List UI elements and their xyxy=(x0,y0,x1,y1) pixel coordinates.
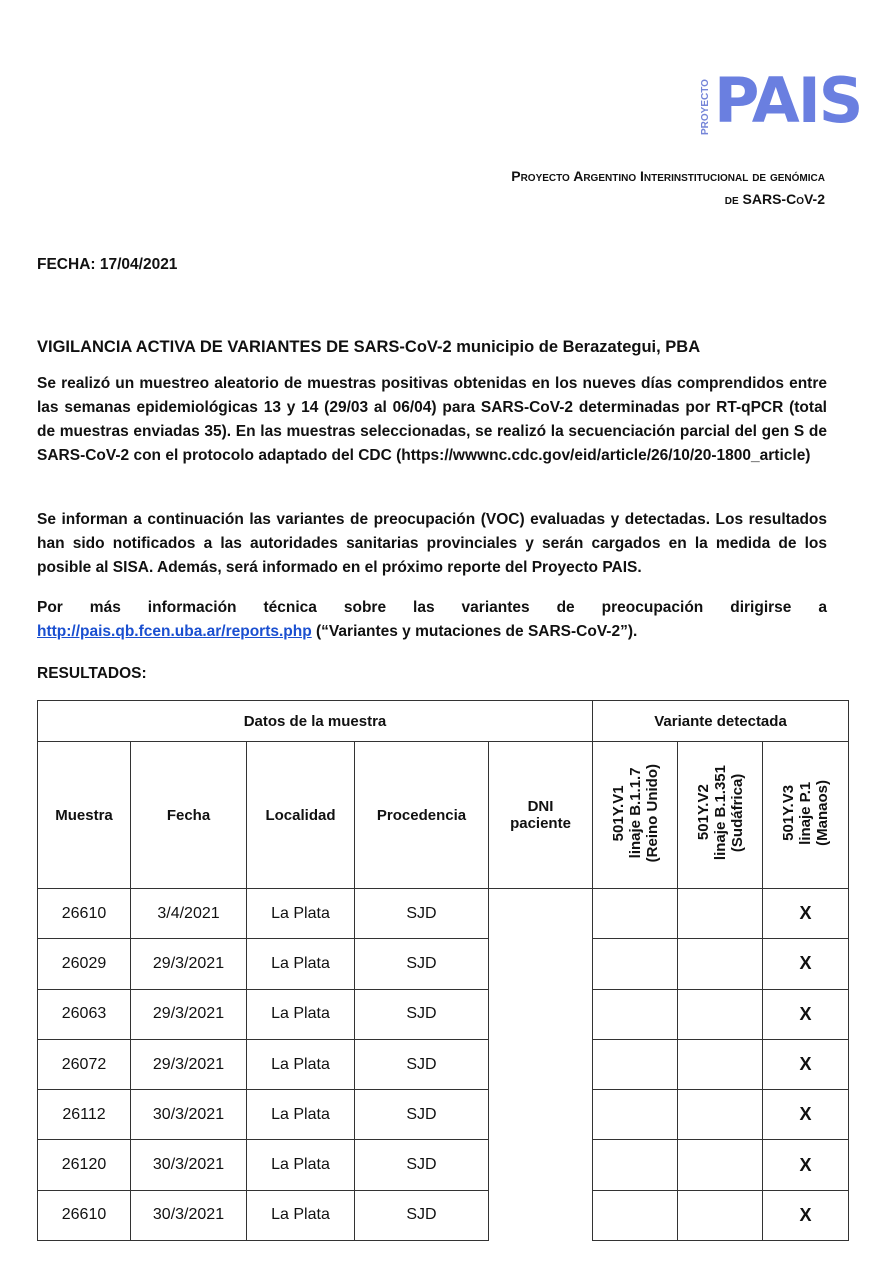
dni-cell xyxy=(489,989,593,1039)
table-cell: X xyxy=(763,1090,849,1140)
dni-cell xyxy=(489,1140,593,1190)
table-cell xyxy=(678,989,763,1039)
col-header-dni: DNI paciente xyxy=(489,742,593,889)
table-cell: X xyxy=(763,939,849,989)
table-cell: SJD xyxy=(355,1090,489,1140)
paragraph-3-suffix: (“Variantes y mutaciones de SARS-CoV-2”). xyxy=(311,623,638,640)
table-cell: SJD xyxy=(355,989,489,1039)
table-cell: 26120 xyxy=(38,1140,131,1190)
table-row xyxy=(38,1140,849,1190)
table-row xyxy=(38,939,849,989)
table-cell xyxy=(593,889,678,939)
table-cell xyxy=(678,1039,763,1089)
group-header-sample: Datos de la muestra xyxy=(38,701,593,742)
col-header-procedencia: Procedencia xyxy=(355,742,489,889)
dni-cell xyxy=(489,939,593,989)
dni-cell xyxy=(489,889,593,939)
table-cell xyxy=(678,1190,763,1240)
dni-cell xyxy=(489,1090,593,1140)
table-cell: SJD xyxy=(355,939,489,989)
table-cell: SJD xyxy=(355,1140,489,1190)
table-cell xyxy=(593,939,678,989)
table-cell: SJD xyxy=(355,1190,489,1240)
paragraph-3-text: Por más información técnica sobre las variantes de preocupación dirigirse a xyxy=(37,599,827,616)
table-cell: La Plata xyxy=(247,1190,355,1240)
table-cell: 30/3/2021 xyxy=(131,1190,247,1240)
paragraph-3 xyxy=(37,596,827,644)
logo-side-text: PROYECTO xyxy=(700,79,711,135)
logo-main-text: PAIS xyxy=(714,64,862,137)
table-cell: 26610 xyxy=(38,1190,131,1240)
org-name-line2: de SARS-CoV-2 xyxy=(724,191,825,207)
table-cell: 26029 xyxy=(38,939,131,989)
table-cell xyxy=(593,1190,678,1240)
dni-cell xyxy=(489,1039,593,1089)
table-cell: 26112 xyxy=(38,1090,131,1140)
table-cell: La Plata xyxy=(247,989,355,1039)
col-header-muestra: Muestra xyxy=(38,742,131,889)
table-cell: X xyxy=(763,1140,849,1190)
col-header-v1: 501Y.V1 linaje B.1.1.7 (Reino Unido) xyxy=(593,742,678,889)
col-header-localidad: Localidad xyxy=(247,742,355,889)
table-cell: X xyxy=(763,989,849,1039)
table-cell xyxy=(593,1140,678,1190)
table-cell xyxy=(593,1039,678,1089)
table-cell: SJD xyxy=(355,889,489,939)
table-cell xyxy=(678,939,763,989)
table-cell: La Plata xyxy=(247,889,355,939)
paragraph-2: Se informan a continuación las variantes de preocupación (VOC) evaluadas y detectadas. Los resultados han sido notificados a las autoridades sanitarias provinciales y serán cargados en la medida de los posible al SISA. Además, será informado en el próximo reporte del Proyecto PAIS. xyxy=(37,511,827,576)
results-heading: RESULTADOS: xyxy=(37,665,147,682)
table-row xyxy=(38,1090,849,1140)
table-cell: X xyxy=(763,1190,849,1240)
table-cell: 26072 xyxy=(38,1039,131,1089)
table-row xyxy=(38,1190,849,1240)
table-cell: SJD xyxy=(355,1039,489,1089)
org-name-line1: Proyecto Argentino Interinstitucional de genómica xyxy=(511,168,825,184)
table-cell: X xyxy=(763,1039,849,1089)
table-cell: 30/3/2021 xyxy=(131,1090,247,1140)
table-cell: La Plata xyxy=(247,1140,355,1190)
table-cell xyxy=(593,1090,678,1140)
table-cell: La Plata xyxy=(247,1090,355,1140)
table-cell: La Plata xyxy=(247,939,355,989)
report-title: VIGILANCIA ACTIVA DE VARIANTES DE SARS-CoV-2 municipio de Berazategui, PBA xyxy=(37,338,701,356)
table-cell xyxy=(678,889,763,939)
table-cell xyxy=(593,989,678,1039)
results-table xyxy=(37,700,849,1241)
group-header-variant: Variante detectada xyxy=(593,701,849,742)
table-cell: 26063 xyxy=(38,989,131,1039)
col-header-fecha: Fecha xyxy=(131,742,247,889)
table-cell: 29/3/2021 xyxy=(131,1039,247,1089)
pais-logo xyxy=(700,64,862,142)
table-cell: 29/3/2021 xyxy=(131,989,247,1039)
reports-link[interactable]: http://pais.qb.fcen.uba.ar/reports.php xyxy=(37,623,312,640)
table-row xyxy=(38,1039,849,1089)
table-cell: La Plata xyxy=(247,1039,355,1089)
table-cell: 29/3/2021 xyxy=(131,939,247,989)
table-cell xyxy=(678,1090,763,1140)
table-row xyxy=(38,889,849,939)
table-cell: X xyxy=(763,889,849,939)
table-cell: 3/4/2021 xyxy=(131,889,247,939)
table-cell xyxy=(678,1140,763,1190)
col-header-v3: 501Y.V3 linaje P.1 (Manaos) xyxy=(763,742,849,889)
paragraph-1: Se realizó un muestreo aleatorio de muestras positivas obtenidas en los nueves días comprendidos entre las semanas epidemiológicas 13 y 14 (29/03 al 06/04) para SARS-CoV-2 determinadas por RT-qPCR (total de muestras enviadas 35). En las muestras seleccionadas, se realizó la secuenciación parcial del gen S de SARS-CoV-2 con el protocolo adaptado del CDC (https://wwwnc.cdc.gov/eid/article/26/10/20-1800_article) xyxy=(37,375,827,464)
dni-cell xyxy=(489,1190,593,1240)
table-cell: 30/3/2021 xyxy=(131,1140,247,1190)
table-cell: 26610 xyxy=(38,889,131,939)
col-header-v2: 501Y.V2 linaje B.1.351 (Sudáfrica) xyxy=(678,742,763,889)
table-row xyxy=(38,989,849,1039)
date: FECHA: 17/04/2021 xyxy=(37,256,178,273)
